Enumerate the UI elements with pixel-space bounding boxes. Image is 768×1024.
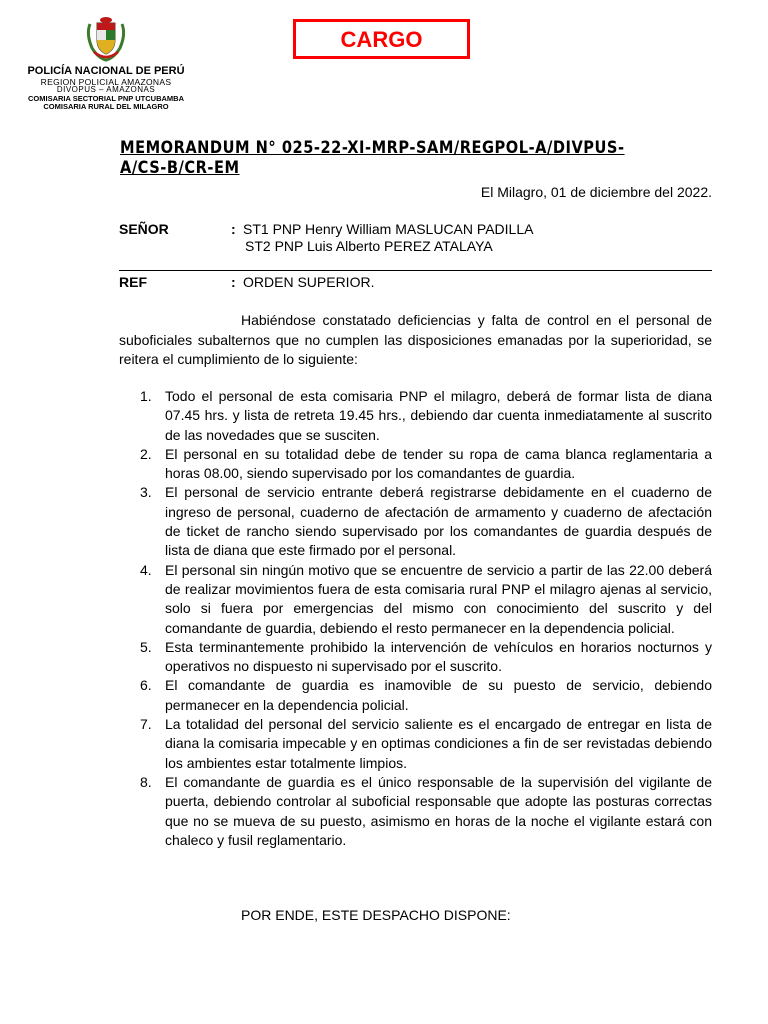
- cargo-stamp: CARGO: [293, 19, 470, 59]
- list-item: [119, 773, 712, 850]
- organization-header: [10, 66, 202, 111]
- list-item: [119, 715, 712, 773]
- police-coat-of-arms-icon: [84, 14, 128, 64]
- org-sector: COMISARIA SECTORIAL PNP UTCUBAMBA: [28, 93, 184, 103]
- item-number: 4.: [140, 561, 152, 578]
- list-item: [119, 387, 712, 445]
- item-number: 6.: [140, 677, 152, 694]
- instruction-list: [119, 387, 712, 850]
- intro-text: Habiéndose constatado deficiencias y falta de control en el personal de suboficiales subalternos que no cumplen las disposiciones emanadas por la superioridad, se reitera el cumplimiento de lo siguiente:: [119, 312, 712, 367]
- list-item: [119, 676, 712, 715]
- item-text: El personal sin ningún motivo que se encuentre de servicio a partir de las 22.00 deberá de realizar movimientos fuera de esta comisaria rural PNP el milagro ajenas al servicio, solo si fuera por emergencias del mismo con conocimiento del suscrito y del comandante de guardia, debiendo el resto permanecer en la dependencia policial.: [165, 561, 712, 636]
- divider: [119, 270, 712, 271]
- senor-label: SEÑOR: [119, 221, 169, 237]
- org-region: REGION POLICIAL AMAZONAS: [40, 76, 172, 87]
- ref-label: REF: [119, 274, 147, 290]
- item-number: 7.: [140, 716, 152, 733]
- item-text: La totalidad del personal del servicio saliente es el encargado de entregar en lista de diana la comisaria impecable y en optimas condiciones a fin de ser revistadas debiendo los ambientes estar totalmente limpios.: [165, 716, 712, 771]
- item-text: El comandante de guardia es el único responsable de la supervisión del vigilante de puerta, debiendo controlar al suboficial responsable que adopte las posturas correctas que no se mueva de su puesto, asimismo en horas de la noche el vigilante estará con chaleco y fusil reglamentario.: [165, 773, 712, 848]
- org-station: COMISARIA RURAL DEL MILAGRO: [43, 101, 169, 111]
- item-number: 8.: [140, 773, 152, 790]
- item-number: 3.: [140, 484, 152, 501]
- list-item: [119, 638, 712, 677]
- item-text: El personal en su totalidad debe de tender su ropa de cama blanca reglamentaria a horas 08.00, siendo supervisado por los comandantes de guardia.: [165, 445, 712, 482]
- list-item: [119, 445, 712, 484]
- memo-title: MEMORANDUM N° 025-22-XI-MRP-SAM/REGPOL-A/DIVPUS-A/CS-B/CR-EM: [120, 138, 625, 178]
- item-number: 5.: [140, 638, 152, 655]
- item-number: 1.: [140, 388, 152, 404]
- org-name: POLICÍA NACIONAL DE PERÚ: [27, 65, 185, 77]
- list-item: [119, 483, 712, 560]
- item-text: Todo el personal de esta comisaria PNP el milagro, deberá de formar lista de diana 07.45 hrs. y lista de retreta 19.45 hrs., debiendo dar cuenta inmediatamente al suscrito de las novedades que se susciten.: [165, 388, 712, 443]
- closing-text: POR ENDE, ESTE DESPACHO DISPONE:: [241, 907, 511, 923]
- item-text: El comandante de guardia es inamovible de su puesto de servicio, debiendo permanecer en la dependencia policial.: [165, 677, 712, 713]
- intro-paragraph: [119, 311, 712, 370]
- item-text: El personal de servicio entrante deberá registrarse debidamente en el cuaderno de ingreso de personal, cuaderno de afectación de armamento y cuaderno de afectación de ticket de rancho siendo supervisado por los comandantes de guardia después de lista de diana que este firmado por el personal.: [165, 484, 712, 559]
- ref-value: ORDEN SUPERIOR.: [243, 274, 375, 290]
- list-item: [119, 561, 712, 638]
- senor-colon: :: [231, 221, 236, 237]
- recipient-1: ST1 PNP Henry William MASLUCAN PADILLA: [243, 221, 534, 237]
- recipient-2: ST2 PNP Luis Alberto PEREZ ATALAYA: [245, 238, 493, 254]
- item-text: Esta terminantemente prohibido la intervención de vehículos en horarios nocturnos y operativos no dispuesto ni supervisado por el suscrito.: [165, 638, 712, 675]
- ref-colon: :: [231, 274, 236, 290]
- memo-date: El Milagro, 01 de diciembre del 2022.: [480, 184, 712, 200]
- org-division: DIVOPUS – AMAZONAS: [56, 85, 156, 95]
- item-number: 2.: [140, 445, 152, 462]
